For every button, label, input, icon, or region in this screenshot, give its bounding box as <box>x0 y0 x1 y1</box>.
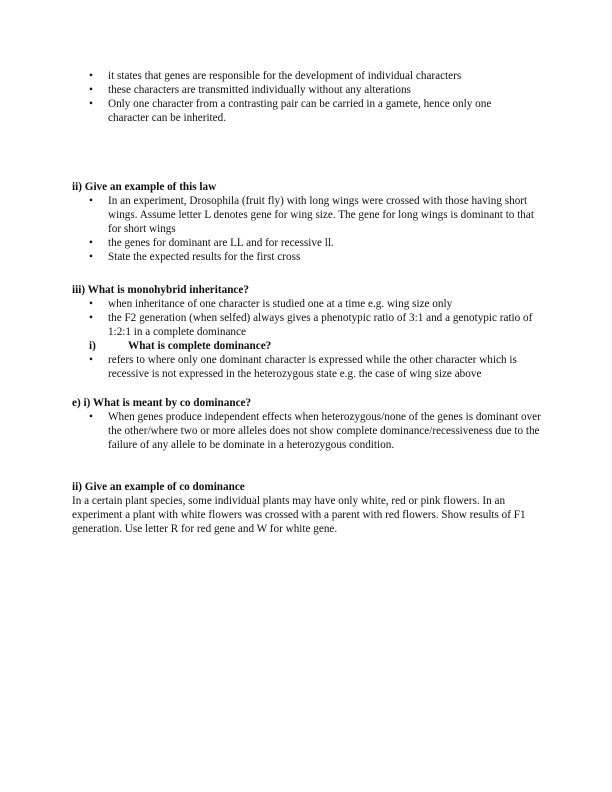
list-item: • the F2 generation (when selfed) always gives a phenotypic ratio of 3:1 and a genotypic ratio of 1:2:1 in a complete dominance <box>72 311 542 339</box>
co-dominance-bullet-list <box>72 410 542 452</box>
monohybrid-bullet-list <box>72 297 542 339</box>
list-item: • these characters are transmitted individually without any alterations <box>72 83 542 97</box>
paragraph: In a certain plant species, some individual plants may have only white, red or pink flowers. In an experiment a plant with white flowers was crossed with a parent with red flowers. Show results of F1 generation. Use letter R for red gene and W for white gene. <box>72 495 526 535</box>
list-item: • it states that genes are responsible for the development of individual characters <box>72 69 542 83</box>
list-item: • When genes produce independent effects when heterozygous/none of the genes is dominant over the other/where two or more alleles does not show complete dominance/recessiveness due to the failure of any allele to be dominate in a heterozygous condition. <box>72 410 542 452</box>
list-item: • refers to where only one dominant character is expressed while the other character which is recessive is not expressed in the heterozygous state e.g. the case of wing size above <box>72 353 542 381</box>
intro-bullet-list <box>72 69 542 125</box>
section-heading: e) i) What is meant by co dominance? <box>72 397 252 409</box>
list-item: • In an experiment, Drosophila (fruit fly) with long wings were crossed with those having short wings. Assume letter L denotes gene for wing size. The gene for long wings is dominant to that for short wings <box>72 194 542 236</box>
subheading-number: i) <box>89 340 96 352</box>
subheading-text: What is complete dominance? <box>128 340 272 352</box>
list-item: • the genes for dominant are LL and for recessive ll. <box>72 236 542 250</box>
section-heading: iii) What is monohybrid inheritance? <box>72 284 249 296</box>
section-heading: ii) Give an example of this law <box>72 181 217 193</box>
complete-dominance-bullet-list <box>72 353 542 381</box>
example-bullet-list <box>72 194 542 264</box>
example-law-section <box>72 180 542 264</box>
co-dominance-section <box>72 396 542 452</box>
list-item: • when inheritance of one character is studied one at a time e.g. wing size only <box>72 297 542 311</box>
subheading <box>72 339 542 353</box>
co-example-section <box>72 480 542 536</box>
intro-section <box>72 69 542 125</box>
list-item: • Only one character from a contrasting pair can be carried in a gamete, hence only one character can be inherited. <box>72 97 542 125</box>
section-heading: ii) Give an example of co dominance <box>72 481 245 493</box>
monohybrid-section <box>72 283 542 381</box>
list-item: • State the expected results for the first cross <box>72 250 542 264</box>
